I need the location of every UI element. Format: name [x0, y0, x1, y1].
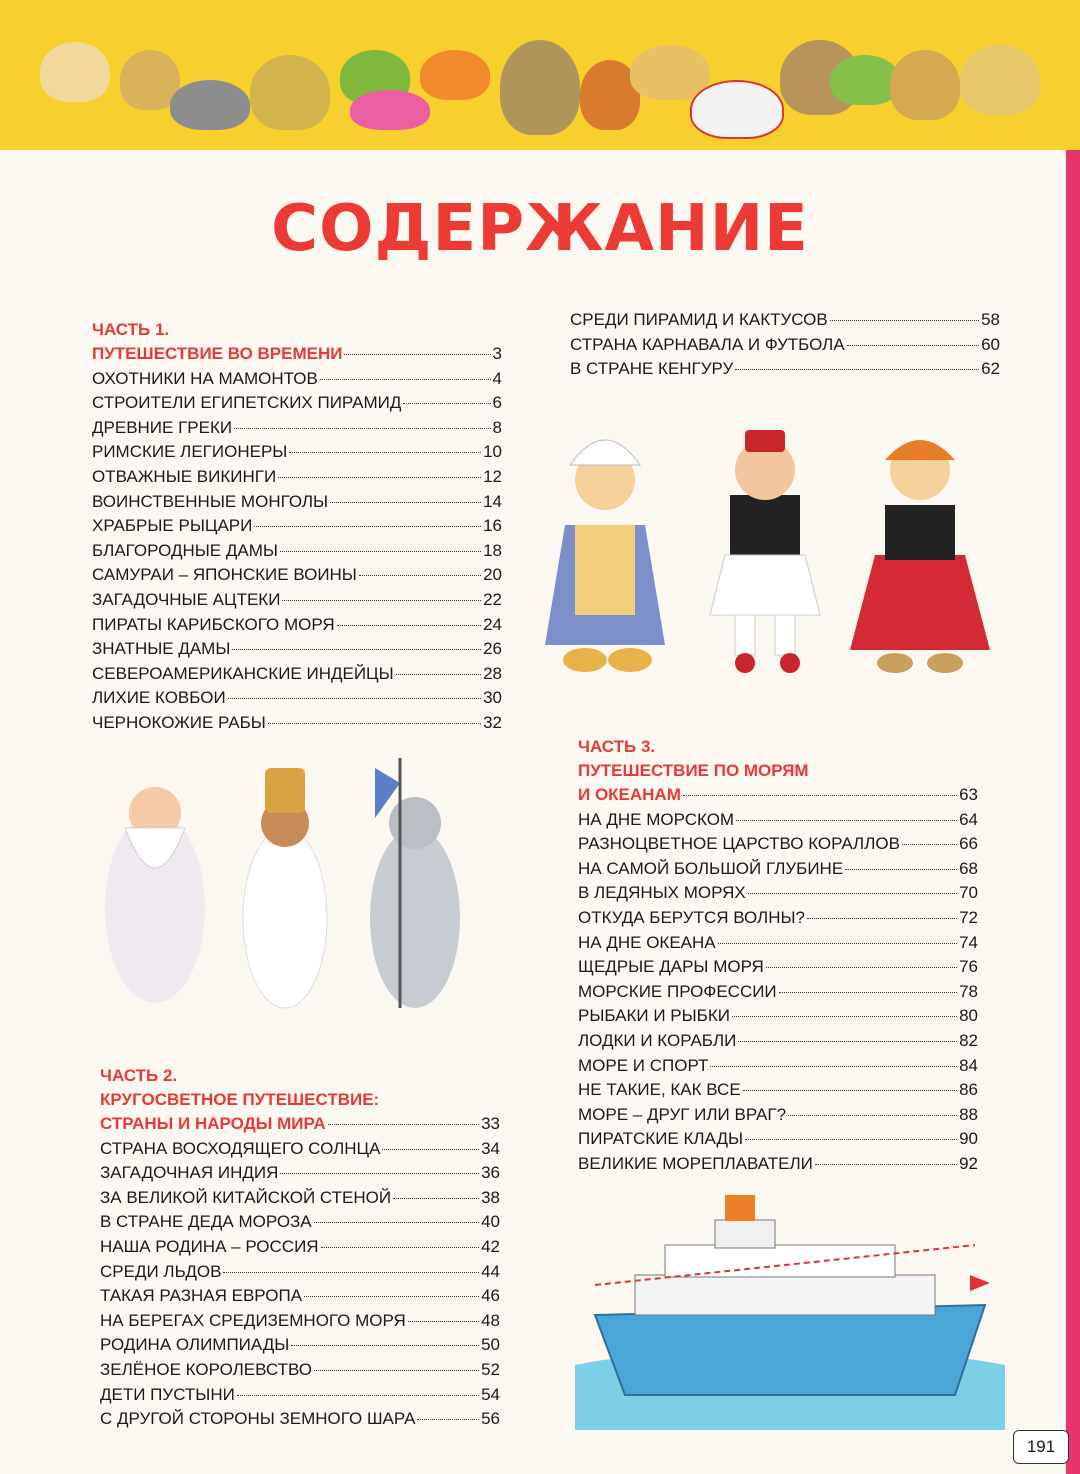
toc-entry-title: ЗЕЛЁНОЕ КОРОЛЕВСТВО: [100, 1359, 312, 1379]
toc-entry[interactable]: [100, 1309, 500, 1334]
toc-entry-page: 74: [959, 932, 978, 952]
toc-entry-page: 22: [483, 589, 502, 609]
toc-entry[interactable]: [100, 1186, 500, 1211]
dot-leader: [268, 723, 481, 724]
shoe-illustration-band: [0, 0, 1080, 150]
toc-entry-page: 18: [483, 540, 502, 560]
toc-entry-page: 36: [481, 1163, 500, 1183]
toc-entry-page: 90: [959, 1129, 978, 1149]
toc-entry-page: 42: [481, 1236, 500, 1256]
toc-entry[interactable]: [92, 563, 502, 588]
toc-entry-page: 12: [483, 466, 502, 486]
toc-entry-title: ЗА ВЕЛИКОЙ КИТАЙСКОЙ СТЕНОЙ: [100, 1187, 392, 1207]
toc-entry[interactable]: [92, 465, 502, 490]
toc-entry-page: 82: [959, 1030, 978, 1050]
dot-leader: [748, 893, 957, 894]
toc-entry-title: СЕВЕРОАМЕРИКАНСКИЕ ИНДЕЙЦЫ: [92, 663, 394, 683]
boot-illustration: [250, 55, 330, 130]
toc-entry-title: СРЕДИ ЛЬДОВ: [100, 1261, 222, 1281]
dot-leader: [314, 1370, 479, 1371]
pink-slipper-illustration: [350, 90, 430, 130]
toc-entry-title: ВОИНСТВЕННЫЕ МОНГОЛЫ: [92, 491, 329, 511]
toc-entry-title: ОТВАЖНЫЕ ВИКИНГИ: [92, 466, 277, 486]
toc-entry-title: РИМСКИЕ ЛЕГИОНЕРЫ: [92, 442, 288, 462]
part3-heading-page: 63: [959, 785, 978, 804]
toc-entry-page: 88: [959, 1104, 978, 1124]
dot-leader: [234, 428, 490, 429]
cruise-ship-illustration: [575, 1195, 1005, 1430]
toc-entry-title: НА ДНЕ МОРСКОМ: [578, 809, 735, 829]
toc-entry[interactable]: [570, 333, 1000, 358]
toc-entry-title: МОРСКИЕ ПРОФЕССИИ: [578, 981, 777, 1001]
dot-leader: [282, 600, 481, 601]
toc-entry[interactable]: [92, 711, 502, 736]
toc-entry[interactable]: [100, 1383, 500, 1408]
dot-leader: [278, 477, 481, 478]
part1-section: [92, 318, 502, 736]
toc-entry[interactable]: [578, 1127, 978, 1152]
dot-leader: [330, 502, 481, 503]
toc-entry-title: НЕ ТАКИЕ, КАК ВСЕ: [578, 1080, 741, 1100]
page-edge-stripe: [1066, 150, 1080, 1474]
part2-heading-row[interactable]: [100, 1112, 500, 1137]
toc-entry-page: 40: [481, 1212, 500, 1232]
toc-entry[interactable]: [92, 416, 502, 441]
toc-entry-page: 20: [483, 565, 502, 585]
dot-leader: [403, 403, 490, 404]
toc-entry[interactable]: [578, 1103, 978, 1128]
toc-entry[interactable]: [578, 808, 978, 833]
toc-entry[interactable]: [92, 662, 502, 687]
toc-entry[interactable]: [92, 686, 502, 711]
sneaker-illustration: [690, 80, 784, 139]
toc-entry-title: СРЕДИ ПИРАМИД И КАКТУСОВ: [570, 310, 828, 329]
toc-entry-title: СТРОИТЕЛИ ЕГИПЕТСКИХ ПИРАМИД: [92, 393, 402, 413]
toc-entry-page: 58: [981, 310, 1000, 329]
toc-entry[interactable]: [92, 440, 502, 465]
toc-entry-page: 6: [492, 393, 502, 413]
dot-leader: [732, 1016, 957, 1017]
part2-section: [100, 1064, 500, 1432]
toc-entry-page: 64: [959, 809, 978, 829]
toc-entry-page: 14: [483, 491, 502, 511]
dot-leader: [291, 1345, 479, 1346]
dot-leader: [766, 967, 957, 968]
toc-entry-page: 44: [481, 1261, 500, 1281]
dot-leader: [830, 320, 979, 321]
toc-entry-page: 80: [959, 1006, 978, 1026]
toc-entry-title: В СТРАНЕ ДЕДА МОРОЗА: [100, 1212, 312, 1232]
toc-entry-title: В ЛЕДЯНЫХ МОРЯХ: [578, 883, 746, 903]
toc-entry[interactable]: [100, 1210, 500, 1235]
toc-entry-title: НАША РОДИНА – РОССИЯ: [100, 1236, 319, 1256]
part3-heading-title: И ОКЕАНАМ: [578, 785, 681, 804]
toc-entry-page: 38: [481, 1187, 500, 1207]
toc-entry[interactable]: [100, 1260, 500, 1285]
knight-figure: [370, 828, 460, 1008]
dot-leader: [314, 1222, 479, 1223]
dot-leader: [710, 1066, 957, 1067]
orange-shoe-illustration: [420, 50, 490, 100]
toc-entry[interactable]: [578, 1078, 978, 1103]
toc-entry-title: ПИРАТЫ КАРИБСКОГО МОРЯ: [92, 614, 335, 634]
toc-entry-page: 66: [959, 834, 978, 854]
toc-entry-title: ЩЕДРЫЕ ДАРЫ МОРЯ: [578, 957, 764, 977]
toc-entry-title: РОДИНА ОЛИМПИАДЫ: [100, 1335, 290, 1355]
toc-entry-title: МОРЕ – ДРУГ ИЛИ ВРАГ?: [578, 1104, 787, 1124]
dot-leader: [321, 1247, 480, 1248]
part3-section: [578, 735, 978, 1177]
dot-leader: [223, 1272, 479, 1273]
ship-hull: [595, 1305, 985, 1395]
dot-leader: [359, 575, 481, 576]
toc-entry[interactable]: [92, 539, 502, 564]
toc-entry[interactable]: [92, 514, 502, 539]
toc-entry-title: СТРАНА КАРНАВАЛА И ФУТБОЛА: [570, 334, 845, 354]
part1-heading-row[interactable]: [92, 342, 502, 367]
part2-label: ЧАСТЬ 2.: [100, 1066, 178, 1085]
toc-entry-title: ЗНАТНЫЕ ДАМЫ: [92, 639, 231, 659]
toc-entry-page: 72: [959, 907, 978, 927]
dutch-girl-figure: [545, 440, 665, 672]
toc-entry-page: 62: [981, 359, 1000, 379]
toc-entry[interactable]: [570, 308, 1000, 333]
toc-entry[interactable]: [92, 490, 502, 515]
part2-heading-page: 33: [481, 1114, 500, 1133]
part2-heading-title: СТРАНЫ И НАРОДЫ МИРА: [100, 1114, 326, 1133]
toc-entry[interactable]: [100, 1161, 500, 1186]
toc-entry-title: ТАКАЯ РАЗНАЯ ЕВРОПА: [100, 1286, 303, 1306]
toc-entry[interactable]: [92, 637, 502, 662]
egyptian-figure: [243, 828, 327, 1008]
page-title: СОДЕРЖАНИЕ: [271, 192, 809, 266]
toc-entry[interactable]: [578, 955, 978, 980]
toc-entry-title: ЗАГАДОЧНЫЕ АЦТЕКИ: [92, 589, 281, 609]
dot-leader: [735, 369, 979, 370]
toc-entry-page: 28: [483, 663, 502, 683]
toc-entry-title: САМУРАИ – ЯПОНСКИЕ ВОИНЫ: [92, 565, 357, 585]
dot-leader: [738, 1041, 957, 1042]
polish-girl-figure: [850, 440, 990, 673]
dot-leader: [815, 1164, 957, 1165]
part1-heading-title: ПУТЕШЕСТВИЕ ВО ВРЕМЕНИ: [92, 344, 343, 363]
toc-entry-title: БЛАГОРОДНЫЕ ДАМЫ: [92, 540, 278, 560]
toc-entry-page: 24: [483, 614, 502, 634]
dot-leader: [254, 526, 481, 527]
dot-leader: [807, 918, 957, 919]
toc-entry[interactable]: [92, 367, 502, 392]
toc-entry[interactable]: [578, 931, 978, 956]
toc-entry-page: 46: [481, 1286, 500, 1306]
toc-entry-page: 4: [492, 368, 502, 388]
toc-entry-title: ОТКУДА БЕРУТСЯ ВОЛНЫ?: [578, 907, 805, 927]
dot-leader: [902, 844, 957, 845]
toc-entry[interactable]: [92, 613, 502, 638]
toc-entry[interactable]: [578, 832, 978, 857]
part2-title-line1: КРУГОСВЕТНОЕ ПУТЕШЕСТВИЕ:: [100, 1090, 380, 1109]
dot-leader: [408, 1321, 479, 1322]
toc-entry[interactable]: [578, 1004, 978, 1029]
toc-entry[interactable]: [578, 980, 978, 1005]
toc-entry-page: 32: [483, 712, 502, 732]
toc-entry-page: 70: [959, 883, 978, 903]
toc-entry-title: ЛОДКИ И КОРАБЛИ: [578, 1030, 737, 1050]
toc-entry-title: НА БЕРЕГАХ СРЕДИЗЕМНОГО МОРЯ: [100, 1310, 406, 1330]
dot-leader: [718, 943, 957, 944]
toc-entry-page: 86: [959, 1080, 978, 1100]
part1-label: ЧАСТЬ 1.: [92, 320, 170, 339]
boot-illustration-2: [890, 50, 960, 120]
toc-entry-page: 10: [483, 442, 502, 462]
toc-entry-title: ЧЕРНОКОЖИЕ РАБЫ: [92, 712, 266, 732]
toc-entry-title: НА ДНЕ ОКЕАНА: [578, 932, 716, 952]
toc-entry[interactable]: [100, 1358, 500, 1383]
slipper-illustration: [170, 80, 250, 130]
dot-leader: [382, 1149, 479, 1150]
toc-entry-title: МОРЕ И СПОРТ: [578, 1055, 709, 1075]
toc-entry[interactable]: [578, 906, 978, 931]
toc-entry-page: 30: [483, 688, 502, 708]
toc-entry-page: 16: [483, 516, 502, 536]
toc-entry[interactable]: [578, 1029, 978, 1054]
toc-entry[interactable]: [578, 1152, 978, 1177]
dot-leader: [417, 1419, 479, 1420]
dot-leader: [788, 1115, 957, 1116]
toc-entry[interactable]: [100, 1407, 500, 1432]
greek-boy-figure: [710, 430, 820, 673]
part3-title-line1: ПУТЕШЕСТВИЕ ПО МОРЯМ: [578, 761, 809, 780]
felt-boot-illustration: [500, 40, 580, 135]
toc-entry-page: 54: [481, 1384, 500, 1404]
toc-entry-title: С ДРУГОЙ СТОРОНЫ ЗЕМНОГО ШАРА: [100, 1409, 416, 1429]
toc-entry[interactable]: [92, 588, 502, 613]
shoe-illustration-end: [960, 45, 1040, 115]
dot-leader: [337, 625, 481, 626]
dot-leader: [280, 551, 481, 552]
toc-entry[interactable]: [578, 857, 978, 882]
toc-entry-title: РАЗНОЦВЕТНОЕ ЦАРСТВО КОРАЛЛОВ: [578, 834, 900, 854]
part1-heading-page: 3: [492, 344, 502, 363]
toc-entry-page: 92: [959, 1153, 978, 1173]
toc-entry-page: 78: [959, 981, 978, 1001]
national-costumes-illustration: [545, 415, 990, 680]
historical-figures-illustration: [95, 758, 475, 1013]
toc-entry-page: 76: [959, 957, 978, 977]
dot-leader: [745, 1139, 957, 1140]
toc-entry-title: В СТРАНЕ КЕНГУРУ: [570, 359, 734, 379]
toc-entry[interactable]: [100, 1333, 500, 1358]
toc-entry-page: 26: [483, 639, 502, 659]
toc-entry-page: 8: [492, 417, 502, 437]
dot-leader: [743, 1090, 957, 1091]
dot-leader: [280, 1173, 479, 1174]
toc-entry[interactable]: [92, 391, 502, 416]
toc-entry-title: ХРАБРЫЕ РЫЦАРИ: [92, 516, 253, 536]
part3-label: ЧАСТЬ 3.: [578, 737, 656, 756]
toc-entry[interactable]: [100, 1235, 500, 1260]
toc-entry[interactable]: [578, 881, 978, 906]
part3-heading-row[interactable]: [578, 783, 978, 808]
dot-leader: [304, 1296, 479, 1297]
dot-leader: [845, 869, 957, 870]
toc-entry-page: 52: [481, 1359, 500, 1379]
toc-entry-title: ВЕЛИКИЕ МОРЕПЛАВАТЕЛИ: [578, 1153, 813, 1173]
toc-entry-page: 34: [481, 1138, 500, 1158]
toc-entry[interactable]: [570, 357, 1000, 382]
dot-leader: [232, 649, 481, 650]
toc-entry-page: 56: [481, 1409, 500, 1429]
dot-leader: [396, 674, 481, 675]
dot-leader: [847, 345, 979, 346]
ship-funnel: [725, 1195, 755, 1221]
sandal-illustration: [40, 42, 110, 102]
toc-entry[interactable]: [100, 1137, 500, 1162]
toc-entry-title: ОХОТНИКИ НА МАМОНТОВ: [92, 368, 318, 388]
toc-entry-title: ДРЕВНИЕ ГРЕКИ: [92, 417, 233, 437]
toc-entry-page: 84: [959, 1055, 978, 1075]
toc-entry-page: 60: [981, 334, 1000, 354]
toc-entry-page: 68: [959, 858, 978, 878]
toc-entry-title: ЗАГАДОЧНАЯ ИНДИЯ: [100, 1163, 279, 1183]
toc-entry-title: НА САМОЙ БОЛЬШОЙ ГЛУБИНЕ: [578, 858, 844, 878]
toc-entry-title: СТРАНА ВОСХОДЯЩЕГО СОЛНЦА: [100, 1138, 381, 1158]
dot-leader: [393, 1198, 479, 1199]
toc-entry-title: ДЕТИ ПУСТЫНИ: [100, 1384, 235, 1404]
page-number-badge: 191: [1013, 1430, 1069, 1464]
toc-entry-title: ЛИХИЕ КОВБОИ: [92, 688, 226, 708]
dot-leader: [289, 452, 481, 453]
toc-entry[interactable]: [100, 1284, 500, 1309]
toc-entry-title: РЫБАКИ И РЫБКИ: [578, 1006, 730, 1026]
dot-leader: [228, 698, 481, 699]
toc-entry-title: ПИРАТСКИЕ КЛАДЫ: [578, 1129, 744, 1149]
dot-leader: [736, 820, 957, 821]
part2-continued-section: [570, 308, 1000, 382]
toc-entry-page: 48: [481, 1310, 500, 1330]
dot-leader: [237, 1395, 479, 1396]
toc-entry-page: 50: [481, 1335, 500, 1355]
dot-leader: [320, 379, 491, 380]
dot-leader: [779, 992, 957, 993]
toc-entry[interactable]: [578, 1054, 978, 1079]
